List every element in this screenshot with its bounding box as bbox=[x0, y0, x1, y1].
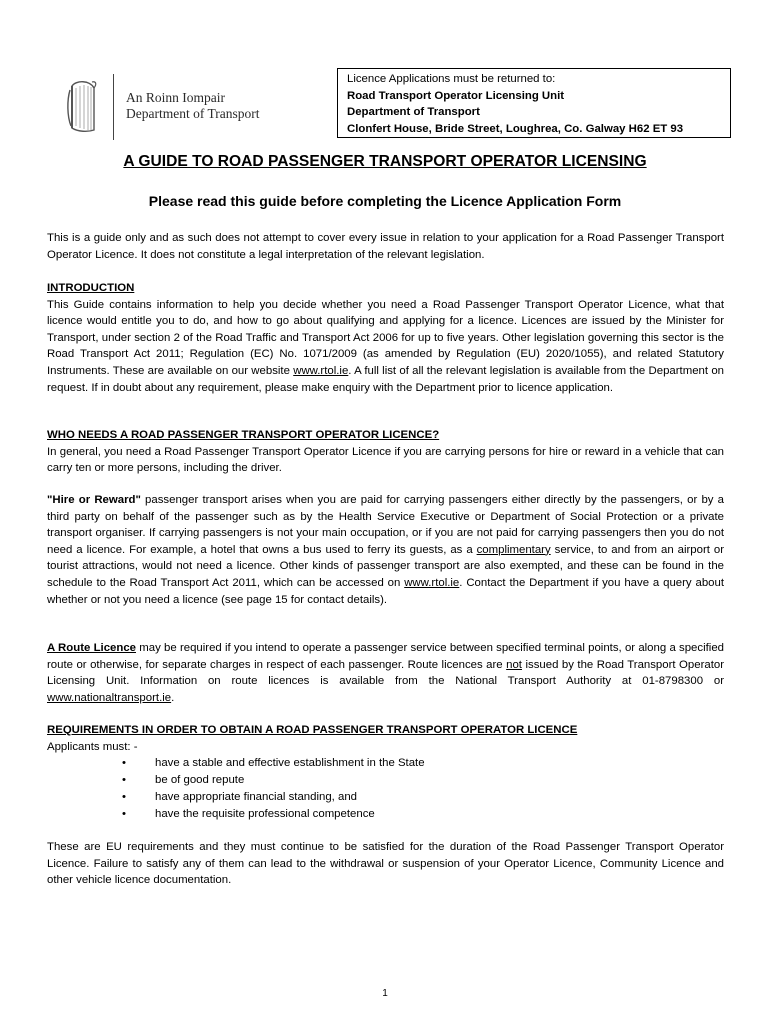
page-number: 1 bbox=[382, 988, 388, 999]
rtol-link[interactable]: www.rtol.ie bbox=[293, 364, 349, 377]
requirement-item: • have the requisite professional competence bbox=[122, 808, 375, 820]
requirement-item: • have appropriate financial standing, and bbox=[122, 791, 358, 803]
logo-line-irish: An Roinn Iompair bbox=[126, 90, 225, 105]
requirements-heading: REQUIREMENTS IN ORDER TO OBTAIN A ROAD PASSENGER TRANSPORT OPERATOR LICENCE bbox=[47, 724, 578, 736]
hire-reward-term: "Hire or Reward" bbox=[47, 494, 141, 506]
introduction-heading: INTRODUCTION bbox=[47, 282, 135, 294]
introduction-section bbox=[47, 280, 724, 396]
department-logo bbox=[62, 74, 282, 144]
requirement-item: • be of good repute bbox=[122, 774, 245, 786]
logo-line-english: Department of Transport bbox=[126, 106, 260, 121]
harp-icon bbox=[66, 80, 98, 136]
who-needs-heading: WHO NEEDS A ROAD PASSENGER TRANSPORT OPERATOR LICENCE? bbox=[47, 429, 440, 441]
route-licence-paragraph: A Route Licence may be required if you intend to operate a passenger service between specified terminal points, or along a specified route or otherwise, for separate charges in respect of each passenger. Route licences are not issued by the Road Transport Operator Licensing Unit. Information on route licences is available from the National Transport Authority at 01-8798300 or www.nationaltransport.ie. bbox=[47, 642, 724, 704]
closing-paragraph: These are EU requirements and they must continue to be satisfied for the duration of the Road Passenger Transport Operator Licence. Failure to satisfy any of them can lead to the withdrawal or suspension of your Operator Licence, Community Licence and other vehicle licence documentation. bbox=[47, 841, 724, 887]
requirement-item: • have a stable and effective establishment in the State bbox=[122, 757, 425, 769]
intro-paragraph: This is a guide only and as such does not attempt to cover every issue in relation to your application for a Road Passenger Transport Operator Licence. It does not constitute a legal interpretation of the relevant legislation. bbox=[47, 232, 724, 261]
return-box-line1: Licence Applications must be returned to: bbox=[347, 73, 556, 85]
rtol-link-2[interactable]: www.rtol.ie bbox=[404, 576, 460, 589]
return-box-line4: Clonfert House, Bride Street, Loughrea, Co. Galway H62 ET 93 bbox=[347, 122, 684, 135]
not-emphasis: not bbox=[506, 658, 522, 671]
logo-divider bbox=[113, 74, 114, 140]
page-subtitle: Please read this guide before completing the Licence Application Form bbox=[148, 193, 622, 209]
requirements-lead: Applicants must: - bbox=[47, 740, 138, 753]
logo-text bbox=[126, 90, 259, 122]
introduction-text: This Guide contains information to help you decide whether you need a Road Passenger Transport Operator Licence, what that licence would entitle you to do, and how to go about qualifying and applying for a licence. Licences are issued by the Minister for Transport, under section 2 of the Road Traffic and Transport Act 2006 for up to five years. Other legislation governing this sector is the Road Transport Act 2011; Regulation (EC) No. 1071/2009 (as amended by Regulation (EU) 2020/1055), and related Statutory Instruments. These are available on our website www.rtol.ie. A full list of all the relevant legislation is available from the Department on request. If in doubt about any requirement, please make enquiry with the Department prior to licence application. bbox=[47, 298, 724, 394]
return-box-line3: Department of Transport bbox=[347, 106, 480, 118]
requirements-section bbox=[47, 722, 724, 755]
route-licence-term: A Route Licence bbox=[47, 642, 136, 654]
return-address-box bbox=[337, 68, 731, 138]
who-needs-section bbox=[47, 427, 724, 477]
nta-link[interactable]: www.nationaltransport.ie bbox=[47, 691, 172, 704]
who-needs-text: In general, you need a Road Passenger Transport Operator Licence if you are carrying persons for hire or reward in a vehicle that can carry ten or more persons, including the driver. bbox=[47, 445, 724, 475]
hire-reward-paragraph: "Hire or Reward" passenger transport arises when you are paid for carrying passengers either directly by the passengers, or by a third party on behalf of the passenger such as by the Health Service Executive or Department of Social Protection or a private transport organiser. If carrying passengers is not your main occupation, or if you are not paid for carrying passengers then you do not need a licence. For example, a hotel that owns a bus used to ferry its guests, as a complimentary service, to and from an airport or tourist attractions, would not need a licence. Other kinds of passenger transport are also exempted, and these can be found in the schedule to the Road Transport Act 2011, which can be accessed on www.rtol.ie. Contact the Department if you have a query about whether or not you need a licence (see page 15 for contact details). bbox=[47, 494, 725, 606]
return-box-line2: Road Transport Operator Licensing Unit bbox=[347, 89, 565, 102]
page-title: A GUIDE TO ROAD PASSENGER TRANSPORT OPERATOR LICENSING bbox=[123, 153, 647, 170]
complimentary-emphasis: complimentary bbox=[476, 543, 551, 556]
